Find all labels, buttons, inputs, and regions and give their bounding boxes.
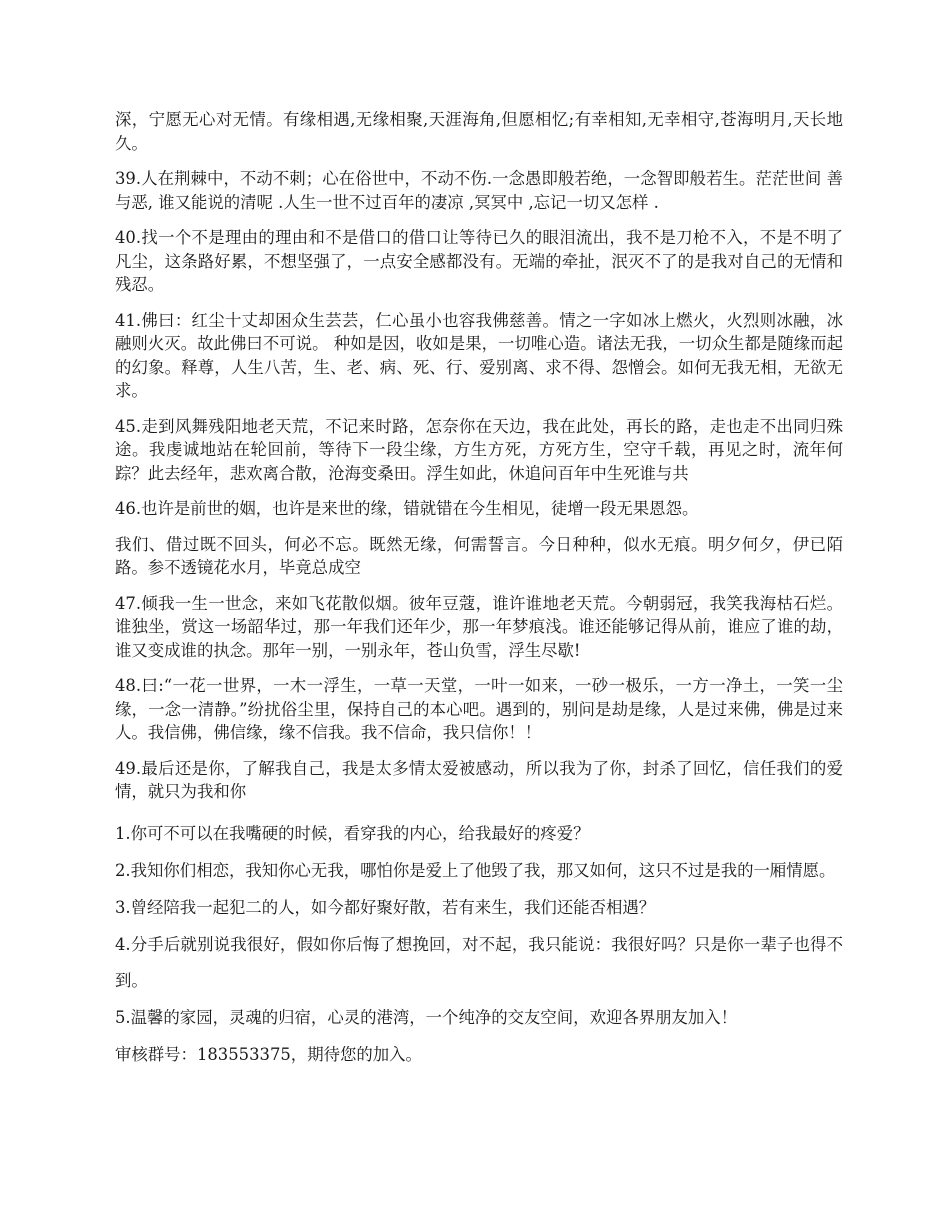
paragraph: 45.走到风舞残阳地老天荒，不记来时路，怎奈你在天边，我在此处，再长的路，走也走不出同归殊途。我虔诚地站在轮回前，等待下一段尘缘，方生方死，方死方生，空守千载，再见之时，流年何踪？此去经年，悲欢离合散，沧海变桑田。浮生如此，休追问百年中生死谁与共 <box>115 416 843 483</box>
paragraph: 40.找一个不是理由的理由和不是借口的借口让等待已久的眼泪流出，我不是刀枪不入，不是不明了凡尘，这条路好累，不想坚强了，一点安全感都没有。无端的牵扯，泯灭不了的是我对自己的无情和残忍。 <box>115 228 843 294</box>
paragraph: 46.也许是前世的姻，也许是来世的缘，错就错在今生相见，徒增一段无果恩怨。 <box>115 499 699 518</box>
document-body <box>115 108 843 1074</box>
paragraph: 审核群号：183553375，期待您的加入。 <box>115 1044 422 1064</box>
paragraph: 2.我知你们相恋，我知你心无我，哪怕你是爱上了他毁了我，那又如何，这只不过是我的一厢情愿。 <box>115 860 836 880</box>
paragraph: 4.分手后就别说我很好，假如你后悔了想挽回，对不起，我只能说：我很好吗？只是你一辈子也得不到。 <box>115 934 843 990</box>
paragraph: 47.倾我一生一世念，来如飞花散似烟。彼年豆蔻，谁许谁地老天荒。今朝弱冠，我笑我海枯石烂。谁独坐，赏这一场韶华过，那一年我们还年少，那一年梦痕浅。谁还能够记得从前，谁应了谁的劫，谁又变成谁的执念。那年一别，一别永年，苍山负雪，浮生尽歇! <box>115 593 843 660</box>
paragraph: 3.曾经陪我一起犯二的人，如今都好聚好散，若有来生，我们还能否相遇？ <box>115 897 656 917</box>
paragraph: 49.最后还是你，了解我自己，我是太多情太爱被感动，所以我为了你，封杀了回忆，信任我们的爱情，就只为我和你 <box>115 758 843 801</box>
paragraph: 39.人在荆棘中，不动不刺；心在俗世中，不动不伤.一念愚即般若绝，一念智即般若生。茫茫世间 善与恶, 谁又能说的清呢 .人生一世不过百年的凄凉 ,冥冥中 ,忘记一切又怎样 . <box>115 169 843 212</box>
paragraph: 5.温馨的家园，灵魂的归宿，心灵的港湾，一个纯净的交友空间，欢迎各界朋友加入！ <box>115 1007 738 1027</box>
paragraph: 我们、借过既不回头，何必不忘。既然无缘，何需誓言。今日种种，似水无痕。明夕何夕，伊已陌路。参不透镜花水月，毕竟总成空 <box>115 534 843 577</box>
paragraph: 1.你可不可以在我嘴硬的时候，看穿我的内心，给我最好的疼爱？ <box>115 823 590 843</box>
paragraph: 41.佛曰：红尘十丈却困众生芸芸，仁心虽小也容我佛慈善。情之一字如冰上燃火，火烈则冰融，冰融则火灭。故此佛曰不可说。 种如是因，收如是果，一切唯心造。诸法无我，一切众生都是随缘而起的幻象。释尊，人生八苦，生、老、病、死、行、爱别离、求不得、怨憎会。如何无我无相，无欲无求。 <box>115 310 843 400</box>
paragraph: 深，宁愿无心对无情。有缘相遇,无缘相聚,天涯海角,但愿相忆;有幸相知,无幸相守,苍海明月,天长地久。 <box>115 110 843 153</box>
paragraph: 48.曰:“一花一世界，一木一浮生，一草一天堂，一叶一如来，一砂一极乐，一方一净土，一笑一尘缘，一念一清静。”纷扰俗尘里，保持自己的本心吧。遇到的，别问是劫是缘，人是过来佛，佛是过来人。我信佛，佛信缘，缘不信我。我不信命，我只信你！！ <box>115 676 843 742</box>
